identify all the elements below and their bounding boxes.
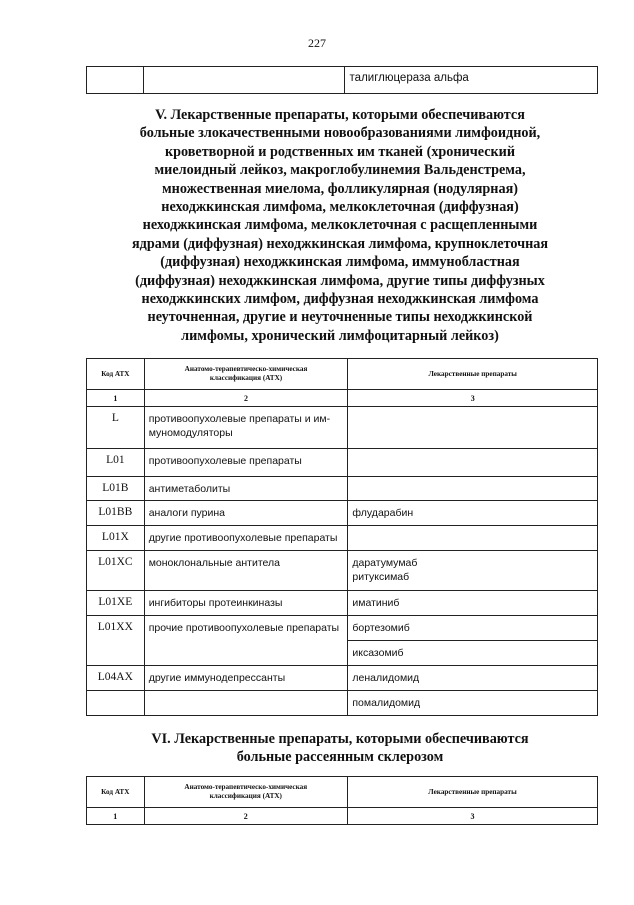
drug-cell: леналидомид bbox=[348, 666, 598, 691]
drug-table-section-6 bbox=[86, 776, 598, 825]
code-cell: L01 bbox=[87, 449, 145, 477]
header-drugs: Лекарственные препараты bbox=[348, 777, 598, 808]
code-cell bbox=[87, 691, 145, 716]
drug-cell bbox=[348, 477, 598, 501]
code-cell: L bbox=[87, 407, 145, 449]
description-cell: прочие противоопухолевые препараты bbox=[144, 616, 348, 666]
column-number-row: 1 2 3 bbox=[87, 808, 598, 825]
top-table-fragment bbox=[86, 66, 598, 94]
description-cell: ингибиторы протеинкиназы bbox=[144, 591, 348, 616]
description-cell: противоопухолевые препараты bbox=[144, 449, 348, 477]
code-cell: L01BB bbox=[87, 501, 145, 526]
description-cell: другие противоопухолевые препараты bbox=[144, 526, 348, 551]
drug-table-section-5 bbox=[86, 358, 598, 716]
header-drugs: Лекарственные препараты bbox=[348, 359, 598, 390]
table-row bbox=[87, 591, 598, 616]
table-row bbox=[87, 407, 598, 449]
drug-cell: иксазомиб bbox=[348, 641, 598, 666]
table-row bbox=[87, 691, 598, 716]
description-cell bbox=[144, 691, 348, 716]
code-cell: L01X bbox=[87, 526, 145, 551]
table-row bbox=[87, 501, 598, 526]
column-number-row: 1 2 3 bbox=[87, 390, 598, 407]
drug-cell: флударабин bbox=[348, 501, 598, 526]
code-cell: L01XE bbox=[87, 591, 145, 616]
page-number: 227 bbox=[308, 36, 326, 50]
drug-cell: даратумумаб ритуксимаб bbox=[348, 551, 598, 591]
description-cell bbox=[143, 67, 344, 94]
code-cell: L04AX bbox=[87, 666, 145, 691]
section-6-heading: VI. Лекарственные препараты, которыми обеспечиваются больные рассеянным склерозом bbox=[151, 731, 529, 765]
drug-cell: иматиниб bbox=[348, 591, 598, 616]
section-5-heading: V. Лекарственные препараты, которыми обеспечиваются больные злокачественными новообразованиями лимфоидной, кроветворной и родственных им тканей (хронический миелоидный лейкоз, макроглобулинемия Вальденстрема, множественная миелома, фолликулярная (нодулярная) неходжкинская лимфома, мелкоклеточная (диффузная) неходжкинская лимфома, мелкоклеточная с расщепленными ядрами (диффузная) неходжкинская лимфома, крупноклеточная (диффузная) неходжкинская лимфома, иммунобластная (диффузная) неходжкинская лимфома, другие типы диффузных неходжкинских лимфом, диффузная неходжкинская лимфома неуточненная, другие и неуточненные типы неходжкинской лимфомы, хронический лимфоцитарный лейкоз) bbox=[131, 107, 549, 344]
table-row bbox=[87, 666, 598, 691]
header-atc-code: Код АТХ bbox=[87, 359, 145, 390]
code-cell: L01XC bbox=[87, 551, 145, 591]
code-cell: L01B bbox=[87, 477, 145, 501]
table-row bbox=[87, 526, 598, 551]
description-cell: аналоги пурина bbox=[144, 501, 348, 526]
code-cell: L01XX bbox=[87, 616, 145, 666]
drug-cell: помалидомид bbox=[348, 691, 598, 716]
table-row bbox=[87, 449, 598, 477]
drug-cell: бортезомиб bbox=[348, 616, 598, 641]
table-row bbox=[87, 67, 598, 94]
header-atc-code: Код АТХ bbox=[87, 777, 145, 808]
table-row bbox=[87, 616, 598, 641]
description-cell: антиметаболиты bbox=[144, 477, 348, 501]
drug-cell: талиглюцераза альфа bbox=[344, 67, 597, 94]
description-cell: моноклональные антитела bbox=[144, 551, 348, 591]
drug-cell bbox=[348, 449, 598, 477]
code-cell bbox=[87, 67, 144, 94]
table-row bbox=[87, 477, 598, 501]
table-row bbox=[87, 551, 598, 591]
drug-cell bbox=[348, 407, 598, 449]
description-cell: противоопухолевые препараты и им- муномодуляторы bbox=[144, 407, 348, 449]
header-atc-classification: Анатомо-терапевтическо-химическая классификация (АТХ) bbox=[144, 777, 347, 808]
header-atc-classification: Анатомо-терапевтическо-химическая классификация (АТХ) bbox=[144, 359, 348, 390]
header-row bbox=[87, 359, 598, 390]
header-row bbox=[87, 777, 598, 808]
description-cell: другие иммунодепрессанты bbox=[144, 666, 348, 691]
drug-cell bbox=[348, 526, 598, 551]
